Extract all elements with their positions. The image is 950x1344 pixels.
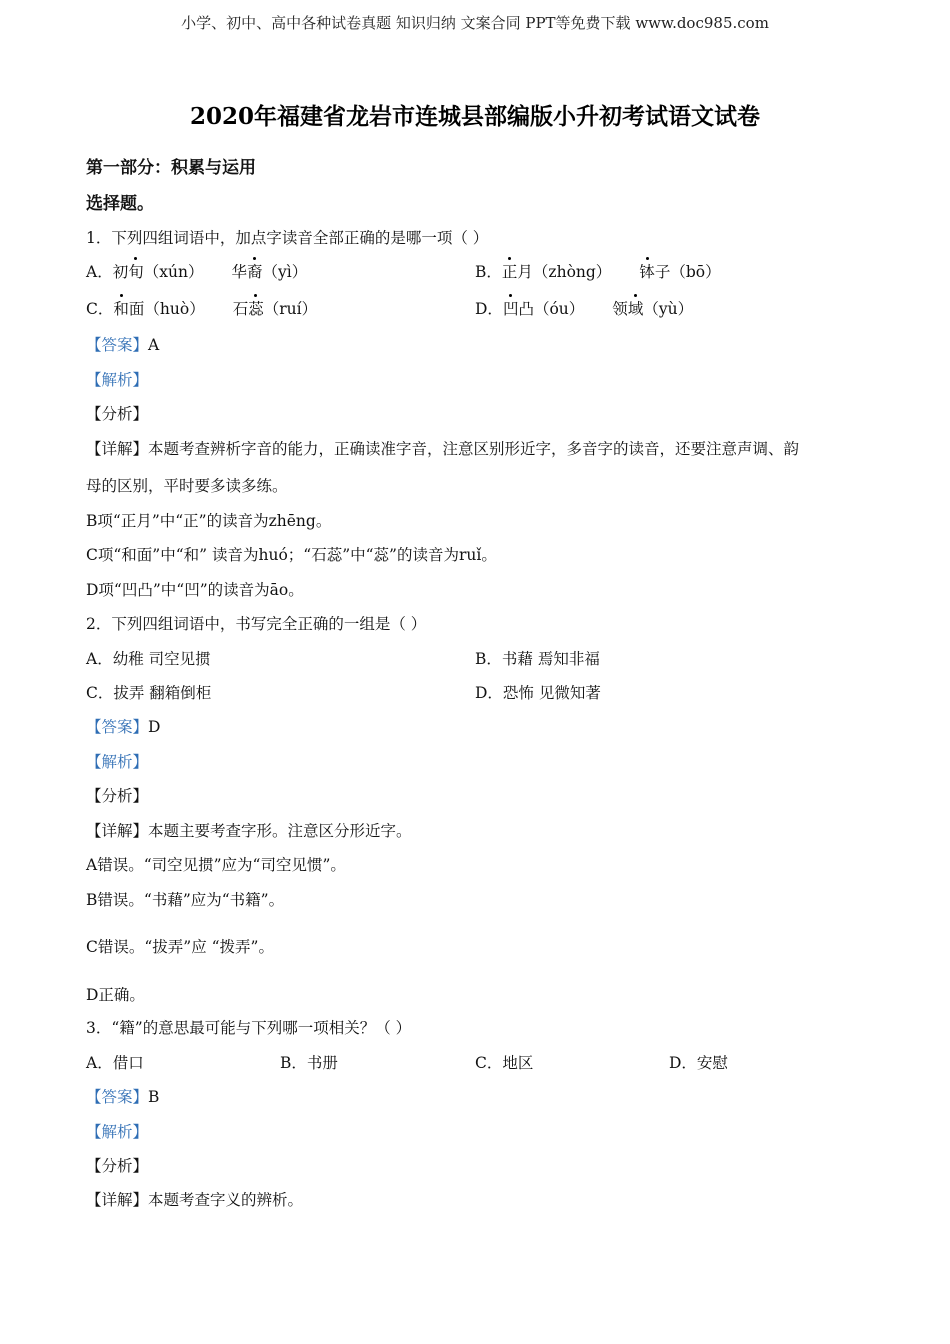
- option-prefix: D．: [475, 300, 503, 318]
- q2-fenxi-label: 【分析】: [86, 787, 149, 805]
- dotted-char: 钵: [639, 260, 655, 282]
- pinyin: （xún）: [143, 263, 204, 281]
- q3-option-d: D．安慰: [669, 1054, 728, 1072]
- pinyin: （ruí）: [263, 300, 318, 318]
- q1-answer: [86, 333, 159, 355]
- dotted-char: 裔: [247, 260, 263, 282]
- q1-option-d: [475, 297, 693, 319]
- answer-value: A: [148, 336, 160, 354]
- pinyin: （huò）: [144, 300, 205, 318]
- answer-label: 【答案】: [86, 336, 149, 354]
- dotted-char: 域: [628, 297, 644, 319]
- word-char: 石: [232, 300, 249, 318]
- detail-label: 【详解】: [86, 1191, 149, 1209]
- detail-text: 本题考查辨析字音的能力，正确读准字音，注意区别形近字，多音字的读音，还要注意声调、韵: [148, 440, 800, 458]
- pinyin: （zhòng）: [532, 263, 612, 281]
- q2-explain-d: D正确。: [86, 986, 145, 1004]
- q1-stem: 1．下列四组词语中，加点字读音全部正确的是哪一项（ ）: [86, 229, 489, 247]
- q3-fenxi-label: 【分析】: [86, 1157, 149, 1175]
- q3-detail: [86, 1188, 303, 1210]
- pinyin: （yì）: [262, 263, 308, 281]
- q2-option-c: C．拔弄 翻箱倒柜: [86, 684, 212, 702]
- q1-option-b: [475, 260, 721, 282]
- word-char: 凸: [518, 300, 534, 318]
- page-title: 2020年福建省龙岩市连城县部编版小升初考试语文试卷: [189, 103, 760, 130]
- detail-label: 【详解】: [86, 822, 149, 840]
- subsection-heading: 选择题。: [86, 194, 154, 214]
- q2-option-b: B．书藉 焉知非福: [475, 650, 600, 668]
- q2-stem: 2．下列四组词语中，书写完全正确的一组是（ ）: [86, 615, 427, 633]
- q3-answer: [86, 1085, 159, 1107]
- q1-detail-cont: 母的区别，平时要多读多练。: [86, 477, 288, 495]
- q2-detail: [86, 819, 412, 841]
- q3-option-a: A．借口: [86, 1054, 144, 1072]
- dotted-char: 蕊: [248, 297, 264, 319]
- word-char: 面: [128, 300, 145, 318]
- answer-label: 【答案】: [86, 1088, 149, 1106]
- dotted-char: 正: [502, 260, 518, 282]
- dotted-char: 旬: [128, 260, 144, 282]
- word-char: 月: [517, 263, 533, 281]
- page-header: 小学、初中、高中各种试卷真题 知识归纳 文案合同 PPT等免费下载 www.doc985.com: [181, 14, 769, 32]
- option-prefix: A．: [86, 263, 113, 281]
- word-char: 领: [612, 300, 628, 318]
- q1-fenxi-label: 【分析】: [86, 405, 149, 423]
- q2-option-a: A．幼稚 司空见掼: [86, 650, 211, 668]
- q3-option-b: B．书册: [280, 1054, 338, 1072]
- detail-text: 本题主要考查字形。注意区分形近字。: [148, 822, 412, 840]
- q3-jiexi-label: 【解析】: [86, 1123, 149, 1141]
- q1-explain-d: D项“凹凸”中“凹”的读音为āo。: [86, 581, 304, 599]
- q1-option-c: [86, 297, 317, 319]
- q2-explain-b: B错误。“书藉”应为“书籍”。: [86, 891, 285, 909]
- q3-option-c: C．地区: [475, 1054, 534, 1072]
- q1-detail: [86, 437, 799, 459]
- pinyin: （bō）: [670, 263, 721, 281]
- pinyin: （yù）: [643, 300, 694, 318]
- detail-label: 【详解】: [86, 440, 149, 458]
- pinyin: （óu）: [533, 300, 585, 318]
- q2-explain-c: C错误。“拔弄”应 “拨弄”。: [86, 938, 274, 956]
- q1-jiexi-label: 【解析】: [86, 371, 149, 389]
- option-prefix: B．: [475, 263, 502, 281]
- q2-answer: [86, 715, 160, 737]
- answer-value: B: [148, 1088, 160, 1106]
- detail-text: 本题考查字义的辨析。: [148, 1191, 304, 1209]
- word-char: 华: [231, 263, 247, 281]
- word-char: 子: [654, 263, 671, 281]
- answer-label: 【答案】: [86, 718, 149, 736]
- q3-stem: 3．“籍”的意思最可能与下列哪一项相关？（ ）: [86, 1019, 412, 1037]
- q2-jiexi-label: 【解析】: [86, 753, 149, 771]
- q2-explain-a: A错误。“司空见掼”应为“司空见惯”。: [86, 856, 346, 874]
- dotted-char: 凹: [503, 297, 519, 319]
- section-heading: 第一部分：积累与运用: [86, 158, 256, 178]
- option-prefix: C．: [86, 300, 114, 318]
- word-char: 初: [112, 263, 129, 281]
- q1-option-a: [86, 260, 307, 282]
- q1-explain-b: B项“正月”中“正”的读音为zhēng。: [86, 512, 332, 530]
- q1-explain-c: C项“和面”中“和” 读音为huó；“石蕊”中“蕊”的读音为ruǐ。: [86, 546, 497, 564]
- q2-option-d: D．恐怖 见微知著: [475, 684, 601, 702]
- answer-value: D: [148, 718, 161, 736]
- dotted-char: 和: [113, 297, 129, 319]
